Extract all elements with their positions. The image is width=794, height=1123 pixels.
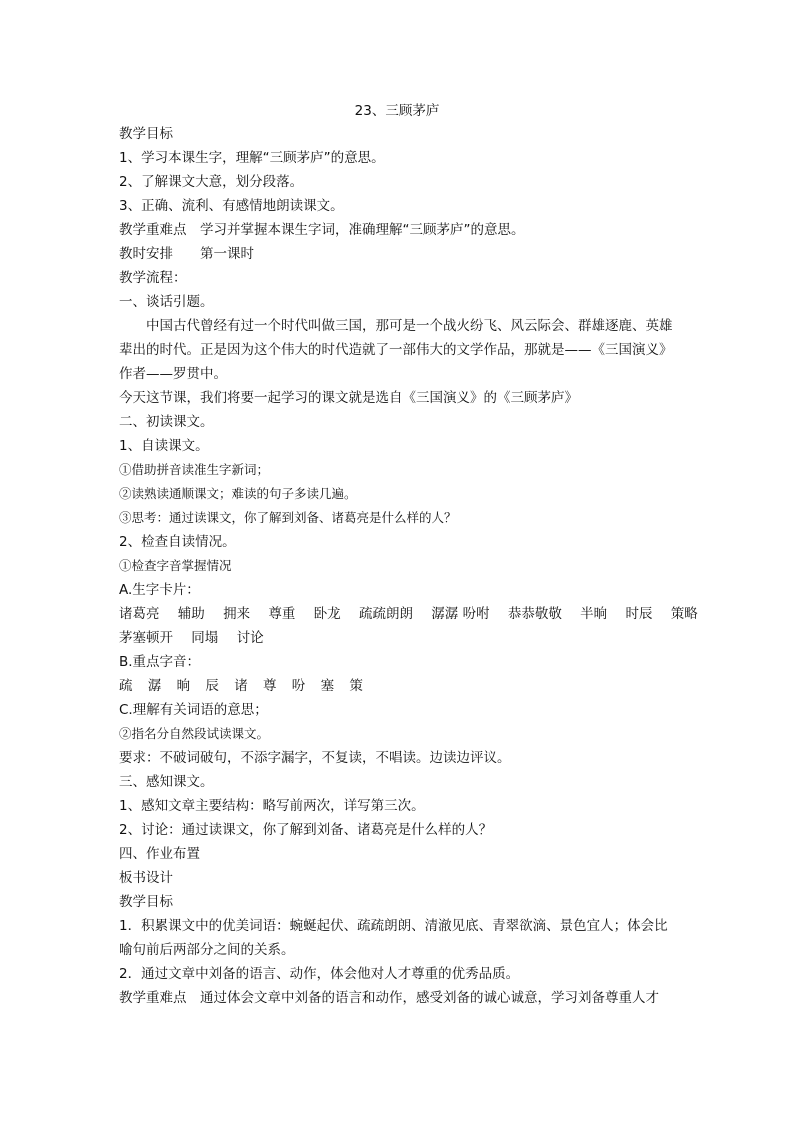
goal-item: 2．通过文章中刘备的语言、动作，体会他对人才尊重的优秀品质。 (119, 966, 520, 982)
key-char: 疏 (119, 678, 133, 694)
step-heading: 二、初读课文。 (119, 414, 214, 430)
task-item: ①借助拼音读准生字新词； (119, 462, 270, 477)
sub-heading: 2、检查自读情况。 (119, 534, 236, 550)
requirement: 要求：不破词破句，不添字漏字，不复读，不唱读。边读边评议。 (119, 750, 511, 766)
task-item: ②读熟读通顺课文；难读的句子多读几遍。 (119, 486, 357, 501)
section-heading: 教学目标 (119, 126, 173, 142)
task-item: ①检查字音掌握情况 (119, 558, 232, 573)
key-char: 潺 (147, 678, 162, 694)
key-char: 塞 (320, 678, 335, 694)
key-sounds-label: B.重点字音： (119, 654, 201, 670)
key-char: 吩 (291, 678, 306, 694)
sub-heading: C.理解有关词语的意思； (119, 702, 268, 718)
document-body (119, 122, 698, 1010)
lesson-title: 23、三顾茅庐 (354, 103, 440, 119)
word-card: 同塌 (191, 630, 219, 646)
task-item: ③思考：通过读课文，你了解到刘备、诸葛亮是什么样的人？ (119, 510, 457, 525)
section-heading: 教学目标 (119, 894, 173, 910)
word-card: 诸葛亮 (119, 606, 160, 622)
word-card: 半晌 (580, 606, 608, 622)
goal-item: 1、学习本课生字，理解“三顾茅庐”的意思。 (119, 150, 385, 166)
word-card: 时辰 (625, 606, 653, 622)
schedule: 教时安排 第一课时 (119, 246, 254, 262)
goal-item: 1．积累课文中的优美词语：蜿蜒起伏、疏疏朗朗、清澈见底、青翠欲滴、景色宜人；体会比喻句前后两部分之间的关系。 (119, 918, 668, 958)
key-char: 诸 (234, 678, 248, 694)
goal-item: 3、正确、流利、有感情地朗读课文。 (119, 198, 344, 214)
step-heading: 一、谈话引题。 (119, 294, 214, 310)
paragraph: 今天这节课，我们将要一起学习的课文就是选自《三国演义》的《三顾茅庐》 (119, 390, 578, 406)
key-char: 尊 (262, 678, 277, 694)
goal-item: 2、了解课文大意，划分段落。 (119, 174, 304, 190)
task-item: 1、感知文章主要结构：略写前两次，详写第三次。 (119, 798, 425, 814)
task-item: ②指名分自然段试读课文。 (119, 726, 270, 741)
word-card: 讨论 (236, 630, 264, 646)
key-char: 辰 (205, 678, 219, 694)
key-char-row (119, 674, 679, 698)
key-char: 策 (349, 678, 363, 694)
word-card: 拥来 (223, 606, 251, 622)
word-card-row (119, 602, 698, 626)
word-card: 茅塞顿开 (119, 630, 173, 646)
section-heading: 教学流程： (119, 270, 187, 286)
word-card: 疏疏朗朗 (358, 606, 413, 622)
word-card-row (119, 626, 679, 650)
key-difficulty: 教学重难点 通过体会文章中刘备的语言和动作，感受刘备的诚心诚意，学习刘备尊重人才 (119, 990, 659, 1006)
key-difficulty: 教学重难点 学习并掌握本课生字词，准确理解“三顾茅庐”的意思。 (119, 222, 525, 238)
section-heading: 板书设计 (119, 870, 173, 886)
intro-paragraph: 中国古代曾经有过一个时代叫做三国，那可是一个战火纷飞、风云际会、群雄逐鹿、英雄辈出的时代。正是因为这个伟大的时代造就了一部伟大的文学作品，那就是——《三国演义》 作者——罗贯中。 (119, 318, 673, 382)
word-card: 辅助 (177, 606, 205, 622)
task-item: 2、讨论：通过读课文，你了解到刘备、诸葛亮是什么样的人？ (119, 822, 493, 838)
key-char: 晌 (176, 678, 191, 694)
sub-heading: 1、自读课文。 (119, 438, 209, 454)
word-card: 策略 (670, 606, 698, 622)
word-card: 尊重 (268, 606, 296, 622)
word-card: 卧龙 (313, 606, 341, 622)
word-card-label: A.生字卡片： (119, 582, 200, 598)
step-heading: 四、作业布置 (119, 846, 200, 862)
word-card: 潺潺 吩咐 (431, 606, 490, 622)
step-heading: 三、感知课文。 (119, 774, 214, 790)
word-card: 恭恭敬敬 (507, 606, 562, 622)
